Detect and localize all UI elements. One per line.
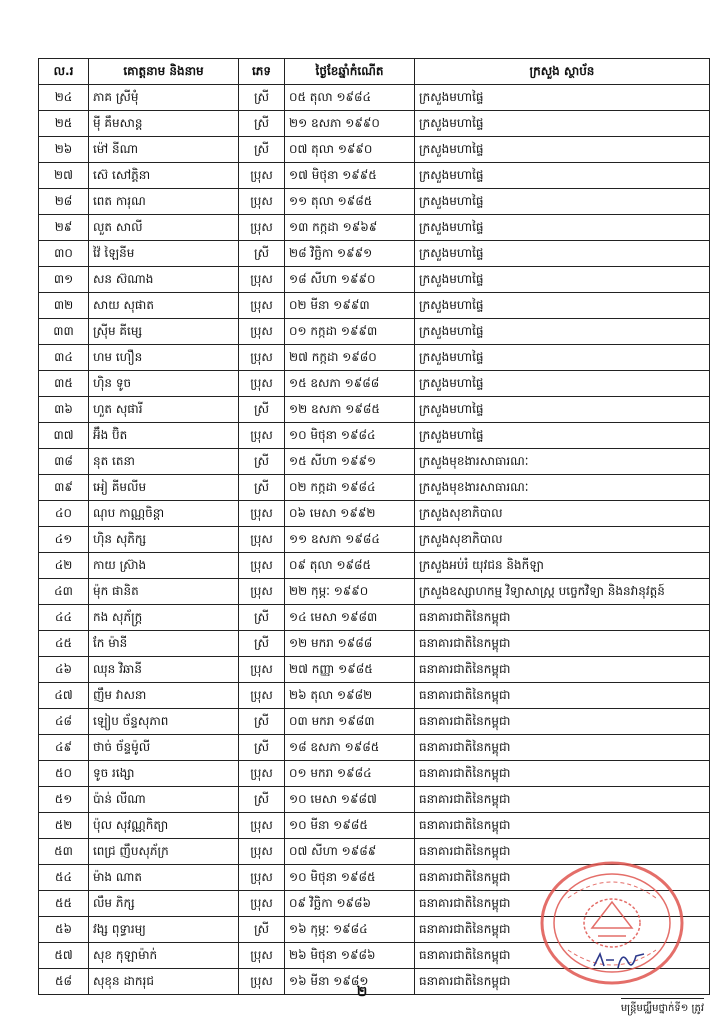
cell-number: ៣៨ <box>39 449 89 475</box>
cell-ministry: ក្រសួងមហាផ្ទៃ <box>415 267 710 293</box>
cell-number: ៣០ <box>39 241 89 267</box>
cell-sex: ស្រី <box>239 605 285 631</box>
cell-name: ស្រ៊ីម គីម្សេ <box>89 319 239 345</box>
cell-name: កែ ម៉ានី <box>89 631 239 657</box>
cell-ministry: ធនាគារជាតិនៃកម្ពុជា <box>415 761 710 787</box>
cell-birthdate: ១២ មករា ១៩៨៨ <box>285 631 415 657</box>
cell-number: ៣៩ <box>39 475 89 501</box>
table-row <box>39 345 710 371</box>
table-row <box>39 501 710 527</box>
table-row <box>39 111 710 137</box>
cell-birthdate: ២១ ឧសភា ១៩៩០ <box>285 111 415 137</box>
cell-ministry: ក្រសួងមហាផ្ទៃ <box>415 423 710 449</box>
table-row <box>39 267 710 293</box>
cell-sex: ប្រុស <box>239 553 285 579</box>
cell-number: ៤៦ <box>39 657 89 683</box>
cell-name: ម៉ៅ នីណា <box>89 137 239 163</box>
cell-ministry: ធនាគារជាតិនៃកម្ពុជា <box>415 657 710 683</box>
cell-sex: ប្រុស <box>239 345 285 371</box>
cell-name: ប៉ុល សុវណ្ណកិត្យា <box>89 813 239 839</box>
cell-sex: ស្រី <box>239 241 285 267</box>
cell-sex: ស្រី <box>239 397 285 423</box>
cell-birthdate: ០៩ វិច្ឆិកា ១៩៨៦ <box>285 891 415 917</box>
cell-ministry: ធនាគារជាតិនៃកម្ពុជា <box>415 709 710 735</box>
cell-sex: ប្រុស <box>239 371 285 397</box>
table-row <box>39 371 710 397</box>
cell-sex: ប្រុស <box>239 683 285 709</box>
cell-ministry: ក្រសួងសុខាភិបាល <box>415 501 710 527</box>
table-row <box>39 85 710 111</box>
cell-name: ថាច់ ច័ន្ទម៉ូលី <box>89 735 239 761</box>
table-row <box>39 579 710 605</box>
cell-birthdate: ១០ មិថុនា ១៩៨៤ <box>285 423 415 449</box>
header-birthdate: ថ្ងៃខែឆ្នាំកំណើត <box>285 59 415 85</box>
cell-birthdate: ១៦ មីនា ១៩៨១ <box>285 969 415 995</box>
cell-number: ៣៦ <box>39 397 89 423</box>
cell-ministry: ធនាគារជាតិនៃកម្ពុជា <box>415 605 710 631</box>
cell-number: ៥៤ <box>39 865 89 891</box>
cell-name: ឡៀប ច័ន្ទសុភាព <box>89 709 239 735</box>
cell-name: សាយ សុផាត <box>89 293 239 319</box>
cell-number: ៣៥ <box>39 371 89 397</box>
table-row <box>39 293 710 319</box>
cell-name: ញឹម វាសនា <box>89 683 239 709</box>
table-row <box>39 397 710 423</box>
cell-birthdate: ១៤ មេសា ១៩៨៣ <box>285 605 415 631</box>
cell-number: ៣៣ <box>39 319 89 345</box>
cell-birthdate: ០៧ តុលា ១៩៩០ <box>285 137 415 163</box>
cell-number: ៣៧ <box>39 423 89 449</box>
cell-sex: ប្រុស <box>239 501 285 527</box>
cell-name: កង សុភ័ក្ត្រ <box>89 605 239 631</box>
cell-number: ៤២ <box>39 553 89 579</box>
cell-sex: ប្រុស <box>239 839 285 865</box>
cell-number: ៥៥ <box>39 891 89 917</box>
cell-number: ៤០ <box>39 501 89 527</box>
cell-sex: ស្រី <box>239 735 285 761</box>
cell-number: ៥០ <box>39 761 89 787</box>
cell-ministry: ធនាគារជាតិនៃកម្ពុជា <box>415 917 710 943</box>
header-sex: ភេទ <box>239 59 285 85</box>
cell-name: អៀ គីមលីម <box>89 475 239 501</box>
cell-ministry: ក្រសួងអប់រំ យុវជន និងកីឡា <box>415 553 710 579</box>
cell-birthdate: ១៨ ឧសភា ១៩៨៥ <box>285 735 415 761</box>
cell-birthdate: ២៨ វិច្ឆិកា ១៩៩១ <box>285 241 415 267</box>
table-row <box>39 761 710 787</box>
cell-name: ម៉ី គឹមសាន្ត <box>89 111 239 137</box>
cell-name: ហ៊ិន សុភិក្ស <box>89 527 239 553</box>
cell-name: ម៉ាង ណាត <box>89 865 239 891</box>
cell-ministry: ក្រសួងមហាផ្ទៃ <box>415 85 710 111</box>
cell-number: ២៨ <box>39 189 89 215</box>
table-row <box>39 449 710 475</box>
cell-sex: ប្រុស <box>239 293 285 319</box>
cell-ministry: ក្រសួងមហាផ្ទៃ <box>415 137 710 163</box>
cell-sex: ស្រី <box>239 787 285 813</box>
cell-name: ហ៊ិន ទូច <box>89 371 239 397</box>
cell-name: វង្ស ពុទ្ធារម្យ <box>89 917 239 943</box>
cell-birthdate: ០៣ មករា ១៩៨៣ <box>285 709 415 735</box>
cell-number: ៥១ <box>39 787 89 813</box>
cell-sex: ប្រុស <box>239 189 285 215</box>
cell-number: ២៤ <box>39 85 89 111</box>
cell-birthdate: ០២ មីនា ១៩៩៣ <box>285 293 415 319</box>
signature <box>592 948 648 972</box>
cell-name: ទូច រង្សោ <box>89 761 239 787</box>
cell-sex: ស្រី <box>239 85 285 111</box>
cell-sex: ស្រី <box>239 137 285 163</box>
cell-ministry: ក្រសួងមហាផ្ទៃ <box>415 345 710 371</box>
cell-sex: ប្រុស <box>239 891 285 917</box>
cell-birthdate: ១៧ មិថុនា ១៩៩៥ <box>285 163 415 189</box>
cell-ministry: ក្រសួងឧស្សាហកម្ម វិទ្យាសាស្ត្រ បច្ចេកវិទ្យា និងនវានុវត្តន៍ <box>415 579 710 605</box>
cell-birthdate: ២៧ កញ្ញា ១៩៨៥ <box>285 657 415 683</box>
footnote: មន្ត្រីមជ្ឈឹមថ្នាក់ទី១ ត្រូវ <box>621 998 704 1016</box>
cell-number: ៥៧ <box>39 943 89 969</box>
cell-sex: ស្រី <box>239 475 285 501</box>
cell-sex: ប្រុស <box>239 215 285 241</box>
cell-sex: ស្រី <box>239 631 285 657</box>
cell-birthdate: ១៣ កក្កដា ១៩៦៩ <box>285 215 415 241</box>
cell-number: ៥៨ <box>39 969 89 995</box>
cell-name: ហួត សុផារី <box>89 397 239 423</box>
cell-sex: ប្រុស <box>239 319 285 345</box>
cell-ministry: ក្រសួងមហាផ្ទៃ <box>415 293 710 319</box>
header-ministry: ក្រសួង ស្ថាប័ន <box>415 59 710 85</box>
cell-ministry: ធនាគារជាតិនៃកម្ពុជា <box>415 891 710 917</box>
cell-ministry: ធនាគារជាតិនៃកម្ពុជា <box>415 683 710 709</box>
cell-sex: ប្រុស <box>239 267 285 293</box>
cell-ministry: ក្រសួងមុខងារសាធារណៈ <box>415 475 710 501</box>
cell-sex: ប្រុស <box>239 969 285 995</box>
cell-sex: ប្រុស <box>239 813 285 839</box>
cell-ministry: ក្រសួងមហាផ្ទៃ <box>415 215 710 241</box>
cell-ministry: ក្រសួងមហាផ្ទៃ <box>415 371 710 397</box>
cell-birthdate: ០៦ មេសា ១៩៩២ <box>285 501 415 527</box>
cell-name: ម៉ុក ផានិត <box>89 579 239 605</box>
cell-birthdate: ០៩ តុលា ១៩៨៥ <box>285 553 415 579</box>
cell-number: ៣៤ <box>39 345 89 371</box>
cell-name: កាយ ស្រ៊ាង <box>89 553 239 579</box>
cell-ministry: ក្រសួងមហាផ្ទៃ <box>415 189 710 215</box>
cell-birthdate: ២៦ តុលា ១៩៨២ <box>285 683 415 709</box>
cell-ministry: ធនាគារជាតិនៃកម្ពុជា <box>415 735 710 761</box>
cell-number: ៥៦ <box>39 917 89 943</box>
cell-birthdate: ២៦ មិថុនា ១៩៨៦ <box>285 943 415 969</box>
table-row <box>39 319 710 345</box>
cell-number: ៤៤ <box>39 605 89 631</box>
cell-name: នុត តេនា <box>89 449 239 475</box>
cell-sex: ស្រី <box>239 709 285 735</box>
cell-name: ហម ហឿន <box>89 345 239 371</box>
cell-number: ៥៣ <box>39 839 89 865</box>
page-number: ២ <box>356 984 368 1000</box>
cell-sex: ស្រី <box>239 111 285 137</box>
cell-sex: ប្រុស <box>239 163 285 189</box>
table-row <box>39 553 710 579</box>
cell-name: ឈុន វិឆានី <box>89 657 239 683</box>
cell-sex: ប្រុស <box>239 527 285 553</box>
cell-number: ៤៧ <box>39 683 89 709</box>
cell-number: ៤៩ <box>39 735 89 761</box>
cell-ministry: ធនាគារជាតិនៃកម្ពុជា <box>415 813 710 839</box>
table-row <box>39 787 710 813</box>
cell-number: ៥២ <box>39 813 89 839</box>
cell-ministry: ក្រសួងមុខងារសាធារណៈ <box>415 449 710 475</box>
cell-number: ៤៥ <box>39 631 89 657</box>
cell-ministry: ធនាគារជាតិនៃកម្ពុជា <box>415 839 710 865</box>
table-row <box>39 735 710 761</box>
table-row <box>39 163 710 189</box>
cell-number: ៤៣ <box>39 579 89 605</box>
cell-ministry: ក្រសួងមហាផ្ទៃ <box>415 241 710 267</box>
cell-number: ២៥ <box>39 111 89 137</box>
cell-ministry: ធនាគារជាតិនៃកម្ពុជា <box>415 865 710 891</box>
header-number: ល.រ <box>39 59 89 85</box>
cell-birthdate: ១១ តុលា ១៩៨៥ <box>285 189 415 215</box>
cell-name: ណុប កាណ្ណចិន្តា <box>89 501 239 527</box>
cell-birthdate: ០១ មករា ១៩៨៤ <box>285 761 415 787</box>
cell-birthdate: ១៥ ឧសភា ១៩៨៨ <box>285 371 415 397</box>
cell-sex: ប្រុស <box>239 423 285 449</box>
cell-ministry: ក្រសួងមហាផ្ទៃ <box>415 319 710 345</box>
cell-birthdate: ១២ ឧសភា ១៩៨៥ <box>285 397 415 423</box>
cell-number: ២៧ <box>39 163 89 189</box>
roster-table <box>38 58 710 995</box>
table-row <box>39 813 710 839</box>
cell-birthdate: ២២ កុម្ភៈ ១៩៩០ <box>285 579 415 605</box>
cell-birthdate: ១៥ សីហា ១៩៩១ <box>285 449 415 475</box>
table-row <box>39 241 710 267</box>
cell-birthdate: ០១ កក្កដា ១៩៩៣ <box>285 319 415 345</box>
table-row <box>39 423 710 449</box>
cell-name: ស៊េ សៅភ្គិនា <box>89 163 239 189</box>
cell-ministry: ធនាគារជាតិនៃកម្ពុជា <box>415 631 710 657</box>
cell-birthdate: ០៥ តុលា ១៩៨៤ <box>285 85 415 111</box>
header-row <box>39 59 710 85</box>
cell-name: សុខុន ដាករុជ <box>89 969 239 995</box>
table-row <box>39 137 710 163</box>
cell-name: លឹម ភិក្ស <box>89 891 239 917</box>
cell-ministry: ក្រសួងមហាផ្ទៃ <box>415 397 710 423</box>
cell-sex: ប្រុស <box>239 579 285 605</box>
cell-sex: ស្រី <box>239 917 285 943</box>
cell-ministry: ក្រសួងសុខាភិបាល <box>415 527 710 553</box>
cell-birthdate: ២៧ កក្កដា ១៩៨០ <box>285 345 415 371</box>
cell-number: ៣២ <box>39 293 89 319</box>
table-row <box>39 605 710 631</box>
cell-birthdate: ១១ ឧសភា ១៩៨៤ <box>285 527 415 553</box>
table-row <box>39 527 710 553</box>
cell-birthdate: ១៨ សីហា ១៩៩០ <box>285 267 415 293</box>
table-row <box>39 475 710 501</box>
cell-birthdate: ១០ មីនា ១៩៨៥ <box>285 813 415 839</box>
cell-sex: ប្រុស <box>239 761 285 787</box>
cell-sex: ប្រុស <box>239 657 285 683</box>
cell-birthdate: ១០ មេសា ១៩៨៧ <box>285 787 415 813</box>
cell-name: ពេជ្រ ញឹបសុភ័ក្រ <box>89 839 239 865</box>
table-row <box>39 215 710 241</box>
header-name: គោត្តនាម និងនាម <box>89 59 239 85</box>
cell-sex: ប្រុស <box>239 943 285 969</box>
cell-name: ប៉ាន់ លីណា <box>89 787 239 813</box>
table-row <box>39 631 710 657</box>
table-row <box>39 657 710 683</box>
cell-birthdate: ០២ កក្កដា ១៩៨៤ <box>285 475 415 501</box>
cell-birthdate: ១០ មិថុនា ១៩៨៥ <box>285 865 415 891</box>
cell-sex: ប្រុស <box>239 865 285 891</box>
cell-name: អ៊ឹង ប៊ិត <box>89 423 239 449</box>
cell-number: ៣១ <box>39 267 89 293</box>
cell-ministry: ធនាគារជាតិនៃកម្ពុជា <box>415 969 710 995</box>
table-row <box>39 189 710 215</box>
table-row <box>39 683 710 709</box>
cell-number: ២៩ <box>39 215 89 241</box>
cell-number: ២៦ <box>39 137 89 163</box>
cell-name: លួត សាលី <box>89 215 239 241</box>
cell-name: វ៉ៃ ឡៃនីម <box>89 241 239 267</box>
cell-name: ពេត ការុណ <box>89 189 239 215</box>
cell-ministry: ធនាគារជាតិនៃកម្ពុជា <box>415 787 710 813</box>
cell-ministry: ក្រសួងមហាផ្ទៃ <box>415 163 710 189</box>
table-row <box>39 709 710 735</box>
cell-sex: ស្រី <box>239 449 285 475</box>
cell-ministry: ធនាគារជាតិនៃកម្ពុជា <box>415 943 710 969</box>
cell-name: ភាគ ស្រីមុំ <box>89 85 239 111</box>
cell-ministry: ក្រសួងមហាផ្ទៃ <box>415 111 710 137</box>
cell-number: ៤៨ <box>39 709 89 735</box>
cell-number: ៤១ <box>39 527 89 553</box>
cell-name: សន ស៊ណាង <box>89 267 239 293</box>
cell-name: សុខ កុឡាម៉ាក់ <box>89 943 239 969</box>
cell-birthdate: ០៧ សីហា ១៩៨៩ <box>285 839 415 865</box>
cell-birthdate: ១៦ កុម្ភៈ ១៩៨៤ <box>285 917 415 943</box>
